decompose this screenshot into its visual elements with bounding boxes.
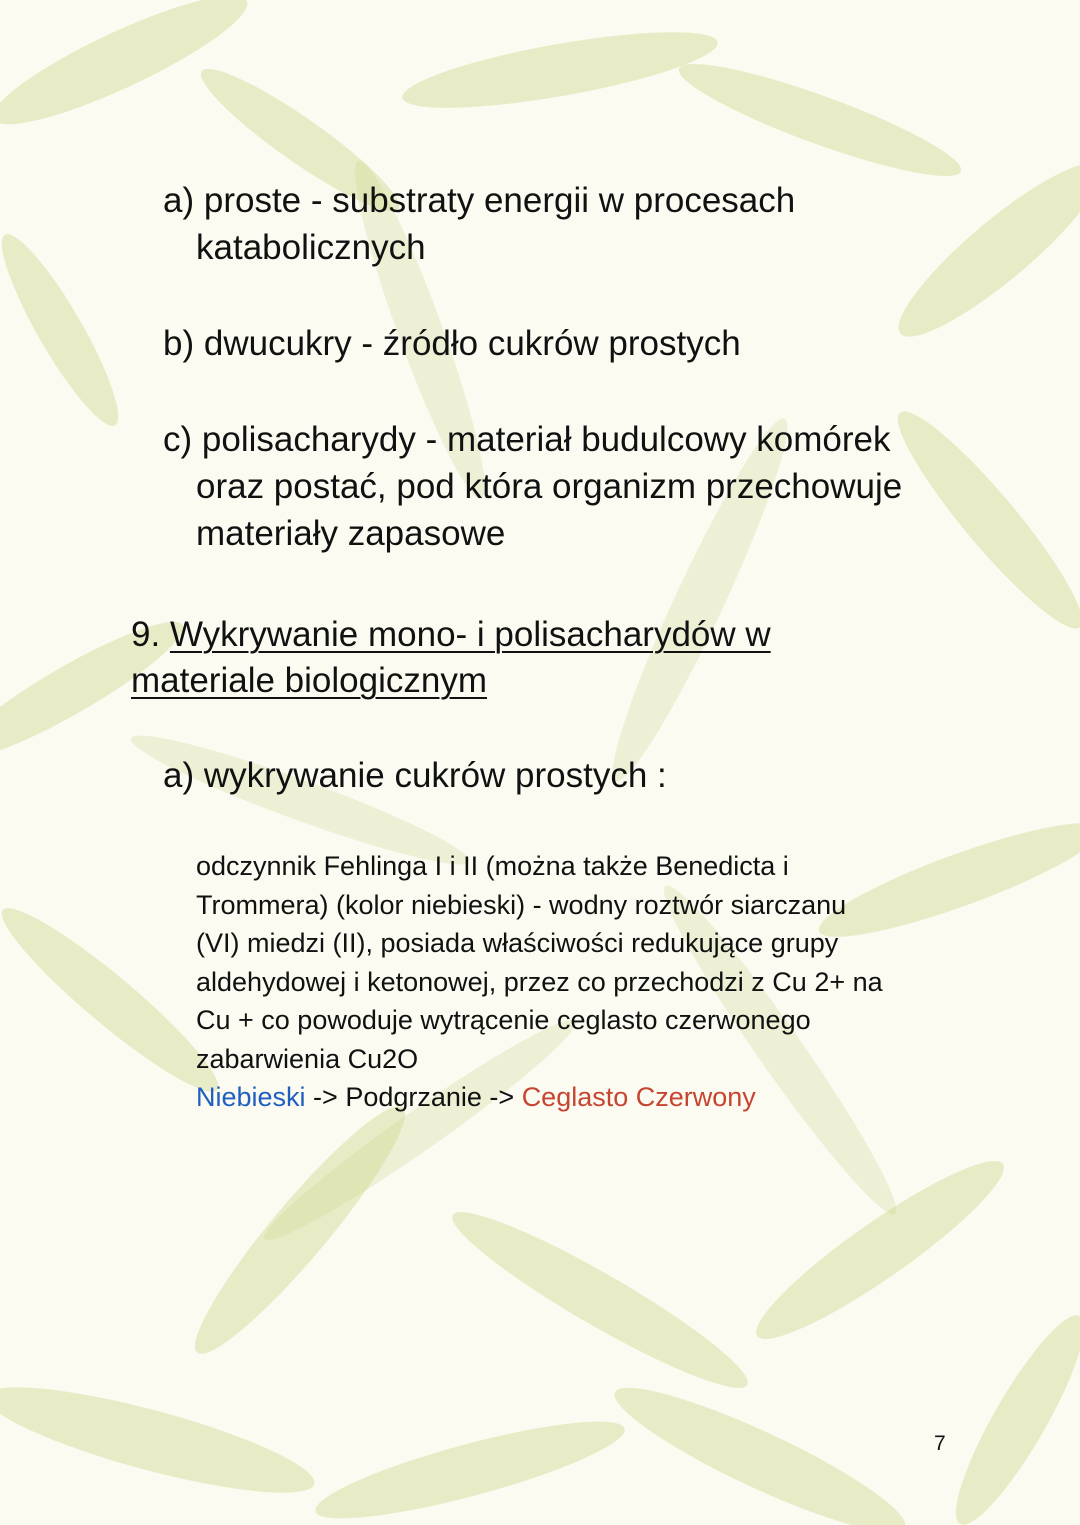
reaction-end-color: Ceglasto Czerwony <box>521 1082 756 1112</box>
reaction-line <box>196 1082 756 1112</box>
paragraph-line: Trommera) (kolor niebieski) - wodny roztwór siarczanu <box>196 889 847 920</box>
list-marker: a) <box>163 181 195 220</box>
list-item-text: polisacharydy - materiał budulcowy komórek <box>201 420 891 459</box>
page-number: 7 <box>934 1432 946 1455</box>
list-marker: c) <box>163 420 193 459</box>
list-item-continuation: oraz postać, pod która organizm przechowuje <box>196 467 903 506</box>
fehling-paragraph <box>196 847 956 1117</box>
subsection-heading <box>163 752 943 799</box>
paragraph-line: odczynnik Fehlinga I i II (można także Benedicta i <box>196 851 789 881</box>
list-item-continuation: materiały zapasowe <box>196 514 506 553</box>
list-item-continuation: katabolicznych <box>196 228 426 267</box>
section-title-line2: materiale biologicznym <box>131 661 487 700</box>
subsection-label: a) wykrywanie cukrów prostych : <box>163 756 667 795</box>
reaction-start-color: Niebieski <box>196 1082 306 1112</box>
reaction-arrow: -> <box>481 1082 522 1112</box>
paragraph-line: (VI) miedzi (II), posiada właściwości redukujące grupy <box>196 928 839 958</box>
reaction-arrow: -> <box>305 1082 346 1112</box>
paragraph-line: aldehydowej i ketonowej, przez co przechodzi z Cu 2+ na <box>196 966 883 997</box>
section-number: 9. <box>131 615 161 654</box>
paragraph-line: Cu + co powoduje wytrącenie ceglasto czerwonego <box>196 1005 811 1035</box>
section-title-line1: Wykrywanie mono- i polisacharydów w <box>169 615 771 654</box>
list-item-a <box>163 177 943 271</box>
reaction-step: Podgrzanie <box>345 1082 482 1112</box>
paragraph-line: zabarwienia Cu2O <box>196 1043 419 1074</box>
list-item-c <box>163 416 963 557</box>
list-item-text: proste - substraty energii w procesach <box>203 181 796 220</box>
list-item-b <box>163 320 943 367</box>
section-heading <box>131 612 891 704</box>
list-marker: b) <box>163 324 195 363</box>
list-item-text: dwucukry - źródło cukrów prostych <box>203 324 741 363</box>
